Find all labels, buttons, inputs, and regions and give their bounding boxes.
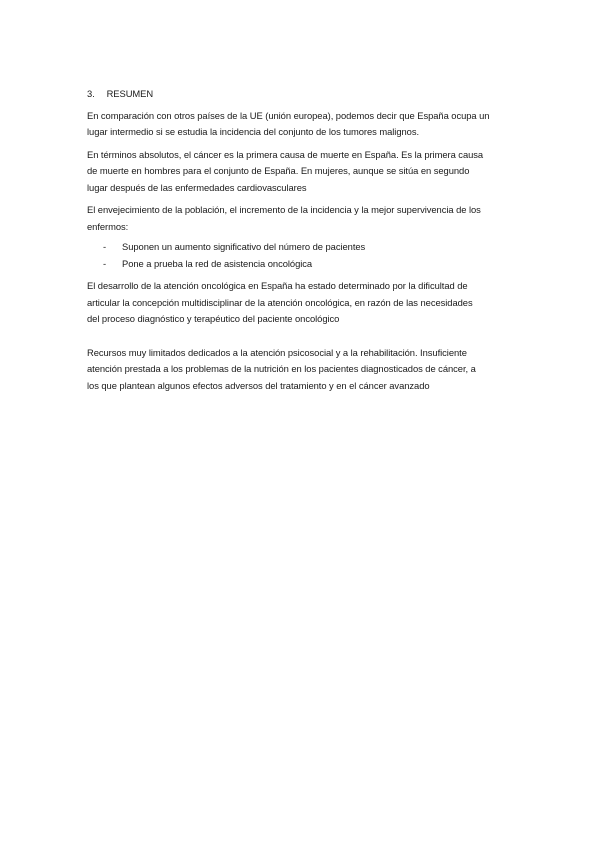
paragraph-line: lugar después de las enfermedades cardiovasculares	[87, 181, 307, 193]
bullet-list	[87, 239, 517, 272]
paragraph-line: articular la concepción multidisciplinar de la atención oncológica, en razón de las necesidades	[87, 296, 473, 308]
section-heading	[87, 86, 517, 103]
paragraph-line: atención prestada a los problemas de la nutrición en los pacientes diagnosticados de cáncer, a	[87, 363, 476, 374]
bullet-dash: -	[103, 241, 107, 252]
blank-line	[87, 334, 517, 345]
paragraph-line: Recursos muy limitados dedicados a la atención psicosocial y a la rehabilitación. Insuficiente	[87, 346, 467, 358]
section-title: RESUMEN	[106, 88, 154, 99]
paragraph-absolute-terms	[87, 147, 517, 197]
section-number: 3.	[87, 88, 95, 99]
paragraph-line: los que plantean algunos efectos adversos del tratamiento y en el cáncer avanzado	[87, 379, 430, 391]
list-item-text: Suponen un aumento significativo del número de pacientes	[122, 241, 366, 252]
paragraph-line: del proceso diagnóstico y terapéutico del paciente oncológico	[87, 313, 340, 324]
list-item-text: Pone a prueba la red de asistencia oncológica	[122, 257, 313, 269]
paragraph-line: enfermos:	[87, 220, 129, 232]
paragraph-aging	[87, 202, 517, 235]
paragraph-comparison	[87, 108, 517, 141]
paragraph-line: En términos absolutos, el cáncer es la primera causa de muerte en España. Es la primera causa	[87, 148, 484, 160]
paragraph-development	[87, 278, 517, 328]
list-item	[87, 256, 517, 273]
bullet-dash: -	[103, 257, 107, 269]
paragraph-line: En comparación con otros países de la UE (unión europea), podemos decir que España ocupa un	[87, 109, 490, 121]
document-content	[87, 86, 517, 400]
paragraph-line: de muerte en hombres para el conjunto de España. En mujeres, aunque se sitúa en segundo	[87, 165, 470, 176]
paragraph-line: El envejecimiento de la población, el incremento de la incidencia y la mejor supervivencia de los	[87, 204, 481, 215]
paragraph-resources	[87, 345, 517, 395]
paragraph-line: lugar intermedio si se estudia la incidencia del conjunto de los tumores malignos.	[87, 126, 420, 137]
paragraph-line: El desarrollo de la atención oncológica en España ha estado determinado por la dificultad de	[87, 280, 468, 291]
list-item	[87, 239, 517, 256]
